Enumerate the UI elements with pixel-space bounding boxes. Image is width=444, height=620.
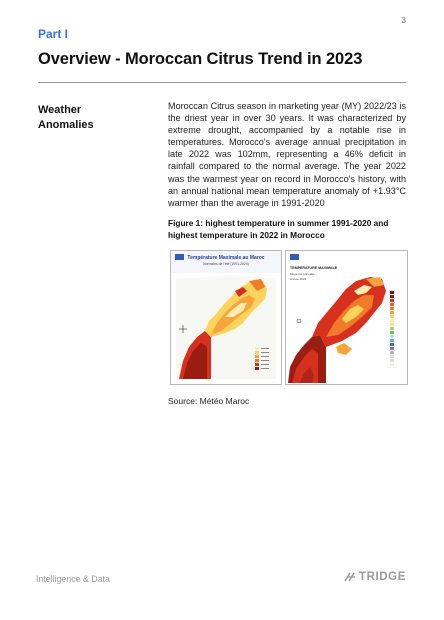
map1-title: Température Maximale au Maroc — [187, 255, 265, 261]
figure-maps — [170, 250, 408, 385]
footer-brand — [344, 571, 406, 583]
map1-graphic — [171, 251, 281, 384]
figure-caption: Figure 1: highest temperature in summer 1991-2020 and highest temperature in 2022 in Morocco — [168, 218, 389, 240]
brand-name: TRIDGE — [358, 571, 406, 583]
figure-source: Source: Météo Maroc — [168, 396, 250, 406]
map2-subtitle1: Moyenne annuelle — [290, 272, 315, 276]
section-heading: Weather Anomalies — [38, 104, 94, 131]
page-number: 3 — [401, 16, 406, 25]
part-label: Part I — [38, 27, 69, 41]
section-body: Moroccan Citrus season in marketing year (MY) 2022/23 is the driest year in over 30 years. It was characterized by extreme drought, accompanied by a notable rise in temperatures. Morocco's average annual precipitation in late 2022 was 102mm, representing a 46% deficit in rainfall compared to the normal average. The year 2022 was the warmest year on record in Morocco's history, with an annual national mean temperature anomaly of +1.93°C warmer than the average in 1991-2020 — [168, 101, 406, 208]
map1-subtitle: Normales de l'été (1991-2020) — [203, 262, 249, 266]
tridge-logo-icon — [344, 572, 356, 582]
map2-graphic — [286, 251, 407, 384]
map2-title: TEMPERATURE MAXIMALE — [290, 266, 338, 270]
page-title: Overview - Moroccan Citrus Trend in 2023 — [38, 50, 363, 68]
map-normals-1991-2020 — [170, 250, 282, 385]
map2-subtitle2: Année 2022 — [290, 277, 307, 281]
header-divider — [38, 82, 406, 83]
map-2022 — [285, 250, 408, 385]
footer-label: Intelligence & Data — [36, 574, 110, 584]
